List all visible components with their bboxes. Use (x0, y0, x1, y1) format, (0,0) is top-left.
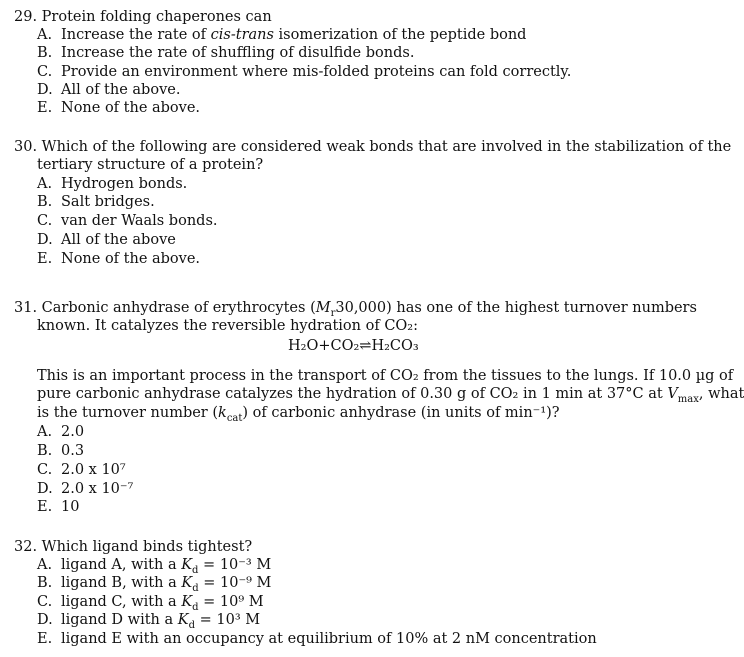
q31-equation: H₂O+CO₂⇌H₂CO₃ (288, 338, 419, 354)
q31-option-a: A. 2.0 (37, 424, 85, 440)
q32-option-c: C. ligand C, with a $K_d = 10^9$ M (37, 594, 264, 613)
q31-option-e: E. 10 (37, 499, 80, 515)
q32-stem: 32. Which ligand binds tightest? (14, 539, 253, 555)
q30-option-a: A. Hydrogen bonds. (37, 176, 188, 192)
q31-paragraph-line-1: This is an important process in the transport of CO₂ from the tissues to the lungs. If 10.0 µg of (37, 368, 734, 384)
q30-stem-line-1: 30. Which of the following are considered weak bonds that are involved in the stabilization of the (14, 139, 732, 155)
q31-paragraph-line-3: is the turnover number $(k_{cat})$ of carbonic anhydrase (in units of min⁻¹)? (37, 405, 560, 424)
q29-stem: 29. Protein folding chaperones can (14, 9, 272, 25)
q32-option-b: B. ligand B, with a $K_d = 10^{-9}$ M (37, 575, 272, 594)
q30-stem-line-2: tertiary structure of a protein? (37, 157, 264, 173)
q29-option-e: E. None of the above. (37, 100, 201, 116)
q29-option-a: A. Increase the rate of cis-trans isomerization of the peptide bond (37, 27, 527, 43)
q31-stem-line-1: 31. Carbonic anhydrase of erythrocytes $(M_r30,000)$ has one of the highest turnover numbers (14, 300, 697, 319)
q30-option-b: B. Salt bridges. (37, 194, 155, 210)
q30-option-e: E. None of the above. (37, 251, 201, 267)
q32-option-a: A. ligand A, with a $K_d = 10^{-3}$ M (37, 557, 272, 576)
q31-stem-line-2: known. It catalyzes the reversible hydration of CO₂: (37, 318, 419, 334)
q32-option-d: D. ligand D with a $K_d = 10^3$ M (37, 612, 261, 631)
q32-option-e: E. ligand E with an occupancy at equilibrium of 10% at 2 nM concentration (37, 631, 597, 647)
q31-paragraph-line-2: pure carbonic anhydrase catalyzes the hydration of 0.30 g of CO₂ in 1 min at 37°C at $V_{max}$, what (37, 386, 744, 405)
q31-option-b: B. 0.3 (37, 443, 85, 459)
q29-option-b: B. Increase the rate of shuffling of disulfide bonds. (37, 45, 415, 61)
q29-option-d: D. All of the above. (37, 82, 181, 98)
q30-option-c: C. van der Waals bonds. (37, 213, 218, 229)
q31-option-c: C. 2.0 x 10⁷ (37, 462, 126, 478)
q31-option-d: D. 2.0 x 10⁻⁷ (37, 481, 134, 497)
q30-option-d: D. All of the above (37, 232, 176, 248)
q29-option-c: C. Provide an environment where mis-folded proteins can fold correctly. (37, 64, 572, 80)
